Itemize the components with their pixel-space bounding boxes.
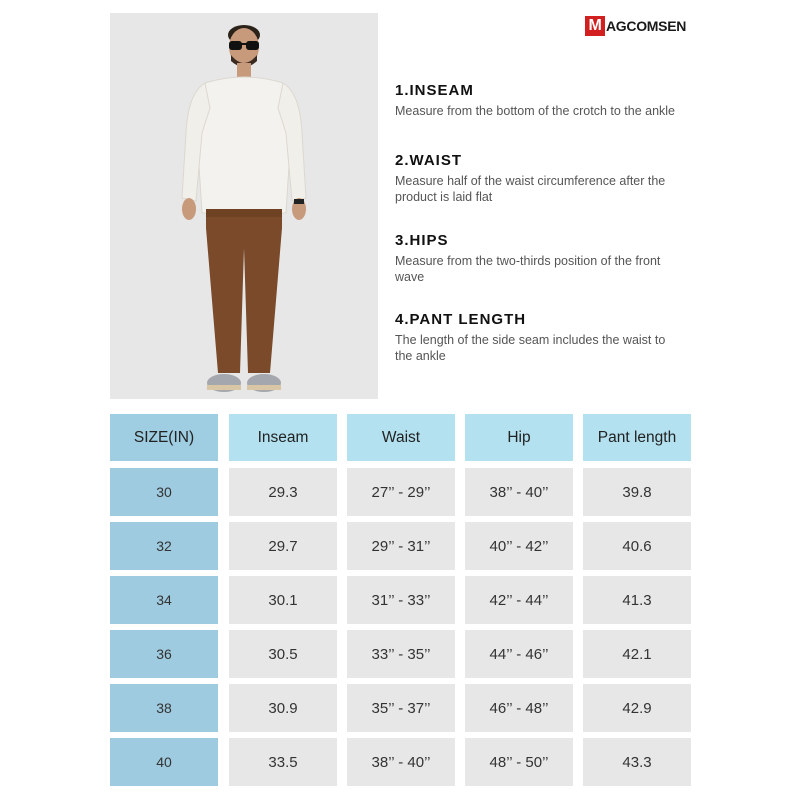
measurement-cell: 44’’ - 46’’ xyxy=(465,630,573,678)
section-title: 4.PANT LENGTH xyxy=(395,311,527,328)
measurement-cell: 31’’ - 33’’ xyxy=(347,576,455,624)
section-title: 1.INSEAM xyxy=(395,82,474,99)
size-cell: 40 xyxy=(110,738,218,786)
section-title: 2.WAIST xyxy=(395,152,463,169)
size-cell: 36 xyxy=(110,630,218,678)
section-title: 3.HIPS xyxy=(395,232,449,249)
measurement-cell: 29.7 xyxy=(229,522,337,570)
measurement-cell: 42’’ - 44’’ xyxy=(465,576,573,624)
measurement-cell: 42.1 xyxy=(583,630,691,678)
measurement-cell: 46’’ - 48’’ xyxy=(465,684,573,732)
measurement-cell: 33’’ - 35’’ xyxy=(347,630,455,678)
header-pant-length: Pant length xyxy=(583,414,691,461)
model-photo xyxy=(110,13,378,399)
header-inseam: Inseam xyxy=(229,414,337,461)
measurement-cell: 38’’ - 40’’ xyxy=(465,468,573,516)
measurement-cell: 30.5 xyxy=(229,630,337,678)
section-hips xyxy=(395,232,695,285)
measurement-cell: 29’’ - 31’’ xyxy=(347,522,455,570)
measurement-cell: 27’’ - 29’’ xyxy=(347,468,455,516)
measurement-cell: 42.9 xyxy=(583,684,691,732)
section-description: The length of the side seam includes the waist to the ankle xyxy=(395,333,666,363)
model-illustration xyxy=(110,13,378,399)
logo-wordmark: AGCOMSEN xyxy=(606,18,687,34)
header-size: SIZE(IN) xyxy=(110,414,218,461)
header-waist: Waist xyxy=(347,414,455,461)
header-hip: Hip xyxy=(465,414,573,461)
size-cell: 32 xyxy=(110,522,218,570)
measurement-cell: 30.1 xyxy=(229,576,337,624)
measurement-cell: 48’’ - 50’’ xyxy=(465,738,573,786)
measurement-cell: 41.3 xyxy=(583,576,691,624)
measurement-cell: 33.5 xyxy=(229,738,337,786)
brand-logo xyxy=(585,15,686,37)
measurement-cell: 29.3 xyxy=(229,468,337,516)
section-description: Measure from the two-thirds position of the front wave xyxy=(395,254,661,284)
section-waist xyxy=(395,152,695,205)
measurement-cell: 43.3 xyxy=(583,738,691,786)
section-inseam xyxy=(395,82,695,119)
size-cell: 34 xyxy=(110,576,218,624)
section-pant-length xyxy=(395,311,695,364)
measurement-cell: 30.9 xyxy=(229,684,337,732)
sunglasses-icon xyxy=(229,41,242,50)
size-cell: 30 xyxy=(110,468,218,516)
measurement-cell: 40’’ - 42’’ xyxy=(465,522,573,570)
measurement-cell: 39.8 xyxy=(583,468,691,516)
measurement-cell: 40.6 xyxy=(583,522,691,570)
measurement-cell: 38’’ - 40’’ xyxy=(347,738,455,786)
size-cell: 38 xyxy=(110,684,218,732)
section-description: Measure half of the waist circumference after the product is laid flat xyxy=(395,174,666,204)
logo-mark-icon: M xyxy=(585,16,605,36)
measurement-cell: 35’’ - 37’’ xyxy=(347,684,455,732)
section-description: Measure from the bottom of the crotch to the ankle xyxy=(395,104,676,118)
